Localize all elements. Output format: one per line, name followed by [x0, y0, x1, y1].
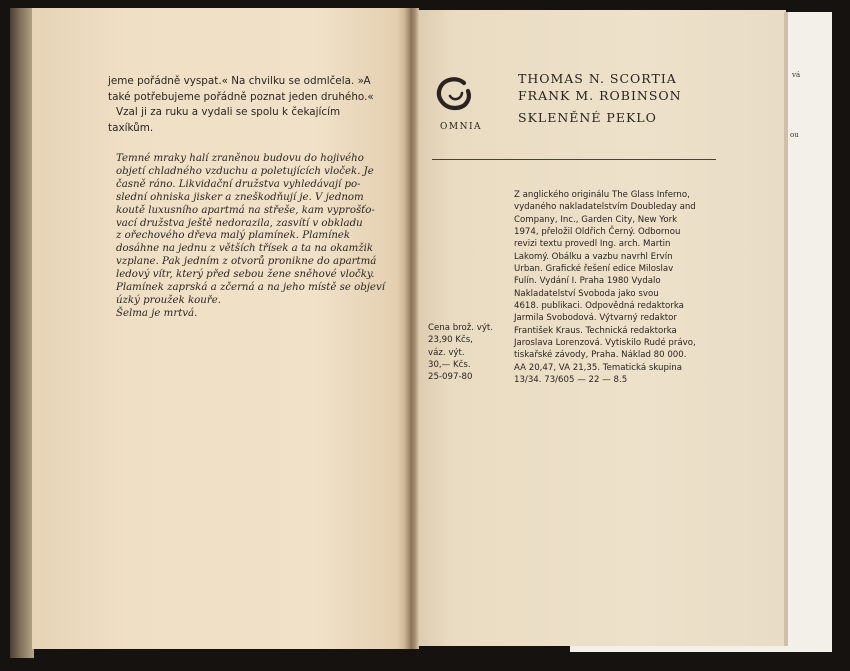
dialogue-paragraph — [108, 74, 384, 136]
imprint-line: Nakladatelství Svoboda jako svou — [514, 288, 659, 299]
book-edge-left — [10, 8, 34, 658]
imprint-line: AA 20,47, VA 21,35. Tematická skupina — [514, 362, 683, 373]
text-line: Temné mraky halí zraněnou budovu do hojivého — [116, 153, 364, 164]
book-title: SKLENĚNÉ PEKLO — [518, 110, 657, 125]
price-line: 23,90 Kčs, — [428, 335, 473, 346]
text-line: koutě luxusního apartmá na střeše, kam vyprošťo- — [116, 204, 375, 216]
imprint-line: tiskařské závody, Praha. Náklad 80 000. — [514, 350, 687, 361]
text-line: ledový vítr, který před sebou žene sněhové vločky. — [116, 269, 375, 281]
omnia-logo-icon — [434, 74, 476, 114]
italic-passage — [116, 153, 386, 321]
price-line: 30,— Kčs. — [428, 360, 471, 371]
text-line: úzký proužek kouře. — [116, 294, 221, 306]
imprint-block — [514, 189, 719, 387]
text-line: slední ohniska jisker a zneškodňují je. V jednom — [116, 191, 364, 203]
text-line: také potřebujeme pořádně poznat jeden druhého.« — [108, 90, 374, 103]
text-line: vací družstva ještě nedorazila, zasvítí v obkladu — [116, 217, 363, 229]
side-sheet-fragment: vá — [792, 71, 801, 79]
text-line: taxíkům. — [108, 121, 154, 134]
author-list — [518, 70, 682, 104]
text-line: jeme pořádně vyspat.« Na chvilku se odmlčela. »A — [108, 75, 371, 87]
imprint-line: Company, Inc., Garden City, New York — [514, 214, 678, 225]
text-line: časně ráno. Likvidační družstva vyhledávají po- — [116, 178, 361, 190]
text-line: vzplane. Pak jedním z otvorů pronikne do apartmá — [116, 256, 377, 268]
text-line: Vzal ji za ruku a vydali se spolu k čekajícím — [116, 106, 341, 118]
imprint-line: 13/34. 73/605 — 22 — 8.5 — [514, 375, 628, 386]
imprint-line: revizi textu provedl Ing. arch. Martin — [514, 239, 671, 250]
imprint-line: Jarmila Svobodová. Výtvarný redaktor — [514, 313, 677, 324]
imprint-line: František Kraus. Technická redaktorka — [514, 325, 677, 336]
imprint-line: Lakomý. Obálku a vazbu navrhl Ervín — [514, 251, 673, 262]
divider-rule — [432, 159, 716, 160]
publisher-name: OMNIA — [440, 122, 483, 132]
book-gutter — [405, 8, 419, 649]
imprint-line: Z anglického originálu The Glass Inferno, — [514, 190, 690, 200]
price-line: Cena brož. výt. — [428, 323, 494, 333]
text-line: dosáhne na jednu z větších třísek a ta na okamžik — [116, 243, 374, 255]
imprint-line: Jaroslava Lorenzová. Vytiskilo Rudé právo, — [514, 338, 696, 349]
imprint-line: 1974, přeložil Oldřich Černý. Odbornou — [514, 227, 681, 238]
side-sheet-fragment: ou — [790, 131, 799, 139]
price-block — [428, 322, 508, 384]
text-line: Plamínek zaprská a zčerná a na jeho místě se objeví — [116, 282, 385, 294]
price-line: 25-097-80 — [428, 372, 473, 383]
text-line: Šelma je mrtvá. — [116, 307, 198, 319]
author-name: FRANK M. ROBINSON — [518, 88, 682, 103]
price-line: váz. výt. — [428, 347, 465, 358]
imprint-line: Fulín. Vydání I. Praha 1980 Vydalo — [514, 276, 661, 287]
imprint-line: Urban. Grafické řešení edice Miloslav — [514, 264, 674, 275]
imprint-line: 4618. publikaci. Odpovědná redaktorka — [514, 301, 684, 312]
text-line: z ořechového dřeva malý plamínek. Plamínek — [116, 230, 351, 242]
text-line: objetí chladného vzduchu a poletujících vloček. Je — [116, 165, 374, 177]
imprint-line: vydaného nakladatelstvím Doubleday and — [514, 202, 696, 213]
author-name: THOMAS N. SCORTIA — [518, 71, 677, 86]
book-edge-right — [784, 12, 788, 646]
